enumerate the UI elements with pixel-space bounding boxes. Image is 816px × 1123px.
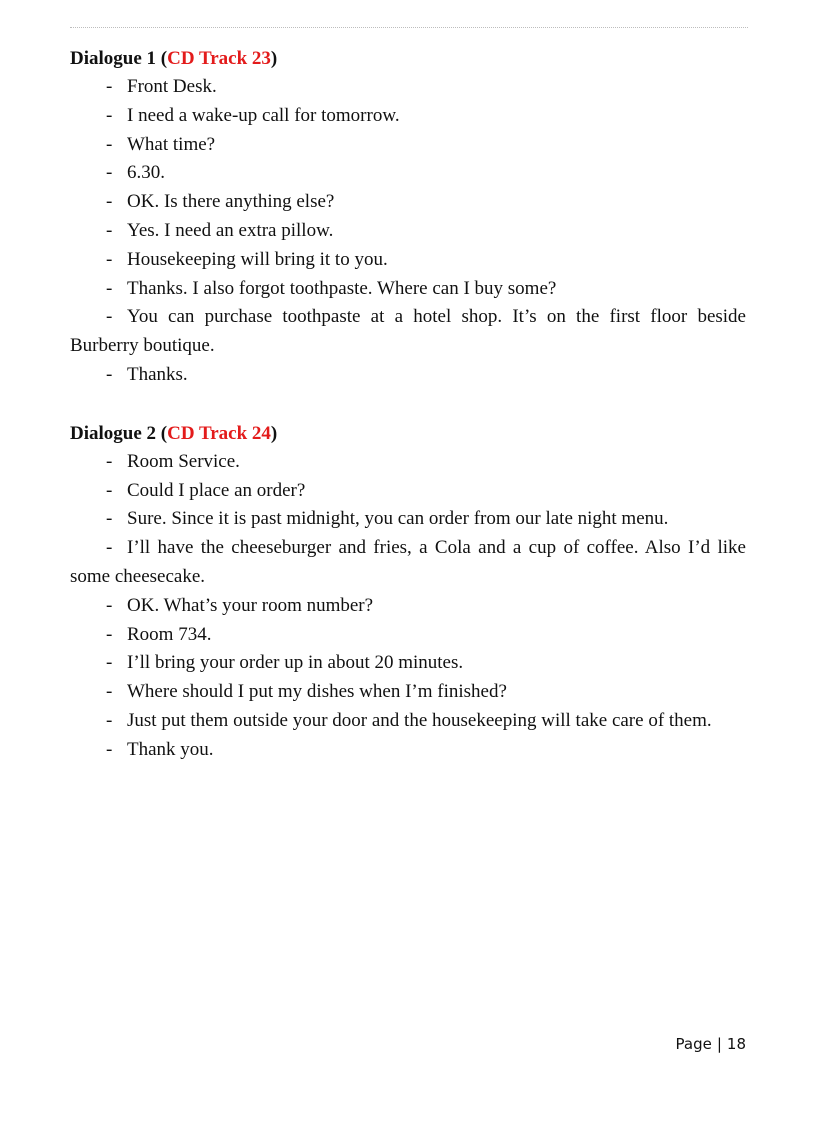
line-text: Could I place an order? bbox=[127, 479, 306, 501]
dialogue-lines bbox=[70, 73, 746, 390]
page-content bbox=[70, 44, 746, 765]
line-dash: - bbox=[106, 248, 113, 270]
line-text: Room 734. bbox=[127, 623, 212, 645]
line-dash: - bbox=[106, 133, 113, 155]
line-text: I need a wake-up call for tomorrow. bbox=[127, 104, 400, 126]
section-spacer bbox=[70, 390, 746, 419]
line-dash: - bbox=[106, 652, 113, 674]
dialogue-line bbox=[70, 188, 746, 217]
line-text: I’ll bring your order up in about 20 minutes. bbox=[127, 652, 464, 674]
footer-separator: | bbox=[716, 1035, 722, 1053]
dialogue-line bbox=[70, 73, 746, 102]
line-dash: - bbox=[106, 306, 113, 328]
line-text: Yes. I need an extra pillow. bbox=[127, 219, 334, 241]
line-dash: - bbox=[106, 104, 113, 126]
line-text: Room Service. bbox=[127, 450, 240, 472]
line-dash: - bbox=[106, 738, 113, 760]
line-dash: - bbox=[106, 191, 113, 213]
dialogue-line bbox=[70, 246, 746, 275]
line-dash: - bbox=[106, 363, 113, 385]
line-text: Front Desk. bbox=[127, 76, 217, 97]
line-text: OK. What’s your room number? bbox=[127, 594, 374, 616]
line-text: Thanks. bbox=[127, 363, 188, 385]
line-dash: - bbox=[106, 479, 113, 501]
line-dash: - bbox=[106, 450, 113, 472]
page-number: 18 bbox=[726, 1035, 746, 1053]
dialogue-line bbox=[70, 505, 746, 534]
line-dash: - bbox=[106, 508, 113, 530]
line-dash: - bbox=[106, 76, 113, 97]
line-dash: - bbox=[106, 219, 113, 241]
dialogue-line bbox=[70, 102, 746, 131]
dialogue-line bbox=[70, 217, 746, 246]
page-footer bbox=[676, 1035, 746, 1053]
dialogue-1 bbox=[70, 44, 746, 390]
line-text: 6.30. bbox=[127, 162, 165, 184]
page-label: Page bbox=[675, 1035, 712, 1053]
dialogue-line bbox=[70, 159, 746, 188]
dialogue-line bbox=[70, 303, 746, 361]
line-text: Just put them outside your door and the housekeeping will take care of them. bbox=[127, 709, 712, 731]
line-dash: - bbox=[106, 594, 113, 616]
dialogue-line bbox=[70, 736, 746, 765]
header-rule bbox=[70, 27, 748, 28]
line-text: Sure. Since it is past midnight, you can order from our late night menu. bbox=[127, 508, 669, 530]
line-dash: - bbox=[106, 537, 113, 559]
dialogue-label: Dialogue 2 bbox=[70, 422, 157, 444]
line-text: Where should I put my dishes when I’m finished? bbox=[127, 681, 507, 703]
line-text: OK. Is there anything else? bbox=[127, 191, 335, 213]
line-text: Housekeeping will bring it to you. bbox=[127, 248, 388, 270]
line-text: Thank you. bbox=[127, 738, 214, 760]
line-dash: - bbox=[106, 681, 113, 703]
line-dash: - bbox=[106, 277, 113, 299]
line-text: What time? bbox=[127, 133, 216, 155]
dialogue-heading: Dialogue 2 (CD Track 24) bbox=[70, 422, 278, 444]
dialogue-line bbox=[70, 707, 746, 736]
dialogue-line bbox=[70, 275, 746, 304]
dialogue-2 bbox=[70, 419, 746, 765]
dialogue-line bbox=[70, 678, 746, 707]
dialogue-line bbox=[70, 649, 746, 678]
dialogue-line bbox=[70, 534, 746, 592]
dialogue-heading: Dialogue 1 (CD Track 23) bbox=[70, 48, 278, 69]
dialogue-line bbox=[70, 448, 746, 477]
line-text: I’ll have the cheeseburger and fries, a Cola and a cup of coffee. Also I’d like some cheesecake. bbox=[70, 537, 746, 587]
line-text: You can purchase toothpaste at a hotel shop. It’s on the first floor beside Burberry boutique. bbox=[70, 306, 746, 357]
dialogue-line bbox=[70, 592, 746, 621]
line-dash: - bbox=[106, 162, 113, 184]
line-dash: - bbox=[106, 709, 113, 731]
cd-track-label: CD Track 23 bbox=[167, 48, 271, 69]
dialogue-line bbox=[70, 621, 746, 650]
cd-track-label: CD Track 24 bbox=[167, 422, 271, 444]
dialogue-line bbox=[70, 361, 746, 390]
dialogue-lines bbox=[70, 448, 746, 765]
dialogue-line bbox=[70, 477, 746, 506]
dialogue-label: Dialogue 1 bbox=[70, 48, 157, 69]
line-dash: - bbox=[106, 623, 113, 645]
dialogue-line bbox=[70, 131, 746, 160]
line-text: Thanks. I also forgot toothpaste. Where can I buy some? bbox=[127, 277, 557, 299]
